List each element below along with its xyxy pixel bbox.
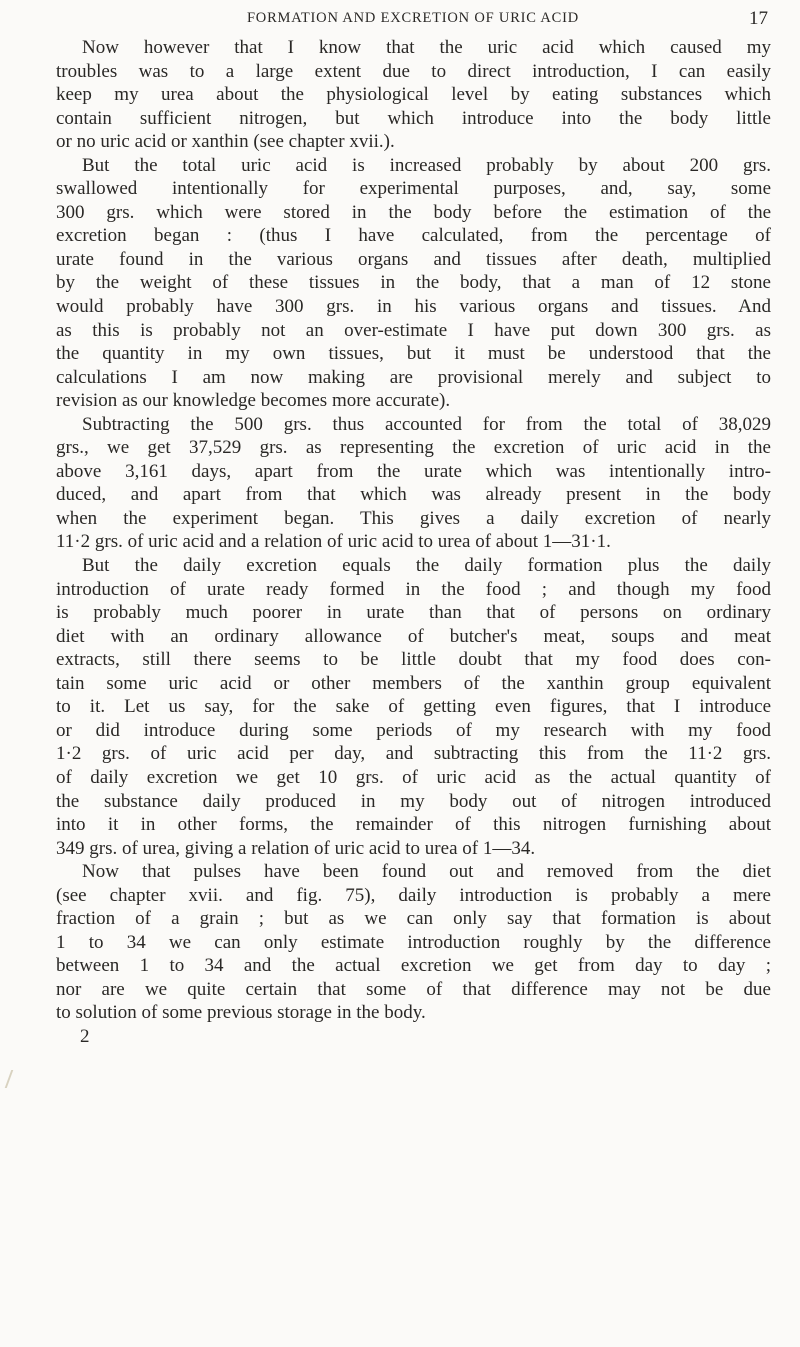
text-line: of daily excretion we get 10 grs. of uric acid as the actual quantity of [56, 766, 771, 788]
text-line: duced, and apart from that which was already present in the body [56, 484, 771, 506]
text-line: keep my urea about the physiological level by eating substances which [56, 84, 771, 106]
paragraph-first-line: But the total uric acid is increased probably by about 200 grs. [82, 154, 771, 176]
signature-mark: 2 [80, 1026, 90, 1047]
page-number: 17 [749, 8, 768, 29]
text-line: fraction of a grain ; but as we can only say that formation is about [56, 908, 771, 930]
text-line: into it in other forms, the remainder of this nitrogen furnishing about [56, 814, 771, 836]
text-line: by the weight of these tissues in the body, that a man of 12 stone [56, 272, 771, 294]
text-line: 1·2 grs. of uric acid per day, and subtracting this from the 11·2 grs. [56, 743, 771, 765]
text-line: diet with an ordinary allowance of butcher's meat, soups and meat [56, 625, 771, 647]
text-line: nor are we quite certain that some of that difference may not be due [56, 978, 771, 1000]
running-head: FORMATION AND EXCRETION OF URIC ACID [246, 10, 580, 26]
text-line: swallowed intentionally for experimental purposes, and, say, some [56, 178, 771, 200]
text-line: 300 grs. which were stored in the body before the estimation of the [56, 201, 771, 223]
text-line: when the experiment began. This gives a daily excretion of nearly [56, 507, 771, 529]
scan-smudge [5, 1070, 22, 1088]
text-line: grs., we get 37,529 grs. as representing the excretion of uric acid in the [56, 437, 771, 459]
text-line: as this is probably not an over-estimate I have put down 300 grs. as [56, 319, 771, 341]
page-header [56, 8, 770, 30]
text-line: or no uric acid or xanthin (see chapter xvii.). [56, 131, 395, 153]
text-line: 349 grs. of urea, giving a relation of uric acid to urea of 1—34. [56, 837, 536, 859]
text-line: the quantity in my own tissues, but it must be understood that the [56, 343, 771, 365]
text-line: calculations I am now making are provisional merely and subject to [56, 366, 771, 388]
paragraph-first-line: But the daily excretion equals the daily formation plus the daily [82, 555, 771, 577]
text-line: extracts, still there seems to be little doubt that my food does con- [56, 649, 771, 671]
text-line: would probably have 300 grs. in his various organs and tissues. And [56, 296, 771, 318]
text-line: to solution of some previous storage in the body. [56, 1002, 426, 1024]
text-line: 11·2 grs. of uric acid and a relation of uric acid to urea of about 1—31·1. [56, 531, 611, 553]
paragraph-first-line: Now that pulses have been found out and removed from the diet [82, 861, 771, 883]
paragraph-first-line: Subtracting the 500 grs. thus accounted for from the total of 38,029 [82, 413, 771, 435]
text-line: 1 to 34 we can only estimate introduction roughly by the difference [56, 931, 771, 953]
text-line: troubles was to a large extent due to direct introduction, I can easily [56, 60, 771, 82]
text-line: excretion began : (thus I have calculated, from the percentage of [56, 225, 771, 247]
text-line: above 3,161 days, apart from the urate which was intentionally intro- [56, 460, 771, 482]
text-line: to it. Let us say, for the sake of getting even figures, that I introduce [56, 696, 771, 718]
text-line: is probably much poorer in urate than that of persons on ordinary [56, 602, 771, 624]
text-line: the substance daily produced in my body out of nitrogen introduced [56, 790, 771, 812]
text-line: between 1 to 34 and the actual excretion we get from day to day ; [56, 955, 771, 977]
text-line: contain sufficient nitrogen, but which introduce into the body little [56, 107, 771, 129]
text-line: revision as our knowledge becomes more accurate). [56, 390, 451, 412]
paragraph-first-line: Now however that I know that the uric acid which caused my [82, 37, 771, 58]
text-line: urate found in the various organs and tissues after death, multiplied [56, 248, 771, 270]
text-line: introduction of urate ready formed in the food ; and though my food [56, 578, 771, 600]
text-line: or did introduce during some periods of my research with my food [56, 719, 771, 741]
text-line: tain some uric acid or other members of the xanthin group equivalent [56, 672, 771, 694]
body-text [56, 36, 771, 1025]
text-line: (see chapter xvii. and fig. 75), daily introduction is probably a mere [56, 884, 771, 906]
